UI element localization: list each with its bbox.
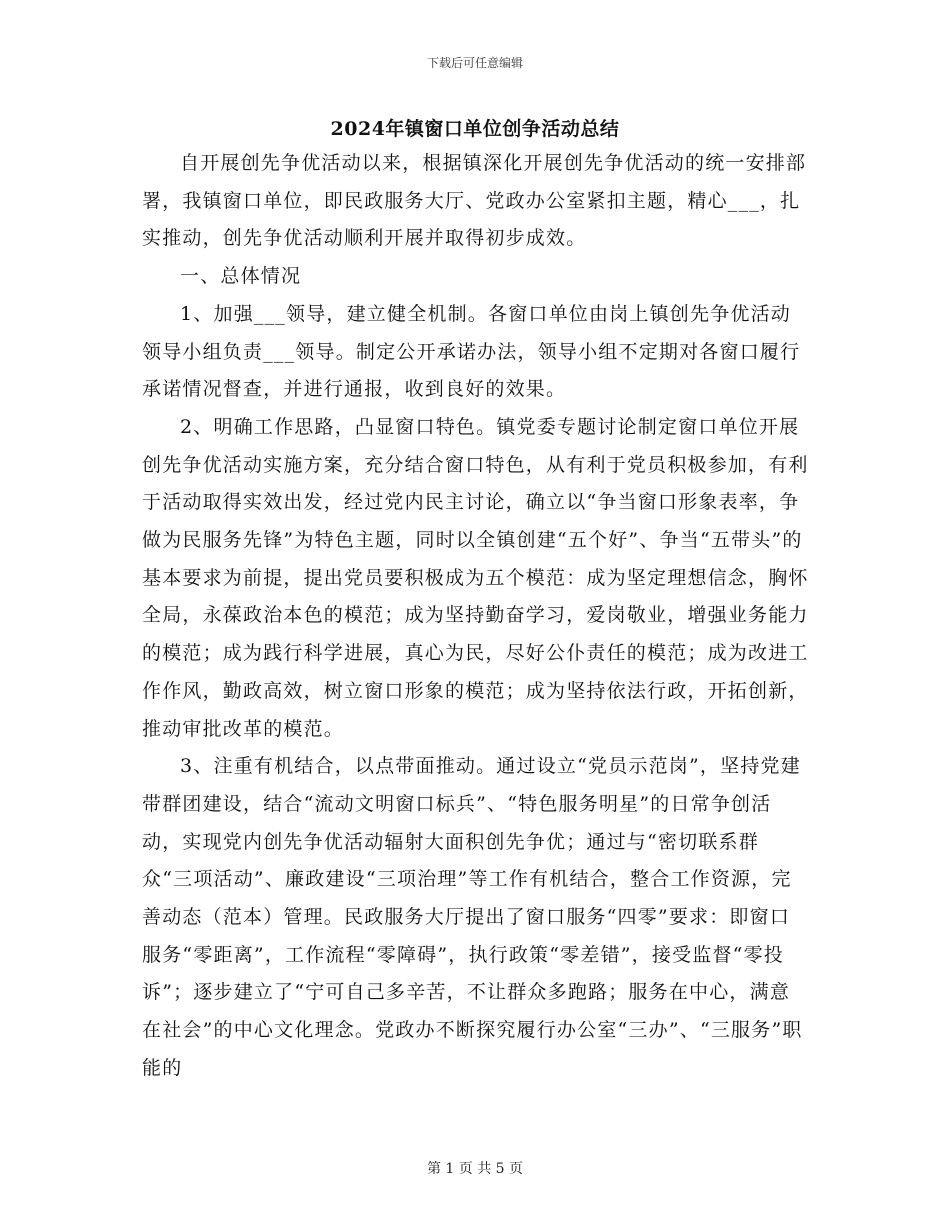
paragraph-item-1: 1、加强___领导，建立健全机制。各窗口单位由岗上镇创先争优活动领导小组负责___领导。制定公开承诺办法，领导小组不定期对各窗口履行承诺情况督查，并进行通报，收到良好的效果。 [142, 302, 801, 401]
page-number: 第 1 页 共 5 页 [426, 1161, 524, 1177]
document-body [142, 145, 810, 1088]
page-header-note: 下载后可任意编辑 [426, 56, 523, 70]
paragraph-item-2: 2、明确工作思路，凸显窗口特色。镇党委专题讨论制定窗口单位开展创先争优活动实施方案，充分结合窗口特色，从有利于党员积极参加，有利于活动取得实效出发，经过党内民主讨论，确立以“争当窗口形象表率，争做为民服务先锋”为特色主题，同时以全镇创建“五个好”、争当“五带头”的基本要求为前提，提出党员要积极成为五个模范：成为坚定理想信念，胸怀全局，永葆政治本色的模范；成为坚持勤奋学习，爱岗敬业，增强业务能力的模范；成为践行科学进展，真心为民，尽好公仆责任的模范；成为改进工作作风，勤政高效，树立窗口形象的模范；成为坚持依法行政，开拓创新，推动审批改革的模范。 [142, 415, 809, 740]
paragraph-item-3: 3、注重有机结合，以点带面推动。通过设立“党员示范岗”，坚持党建带群团建设，结合“流动文明窗口标兵”、“特色服务明星”的日常争创活动，实现党内创先争优活动辐射大面积创先争优；通过与“密切联系群众“三项活动”、廉政建设“三项治理”等工作有机结合，整合工作资源，完善动态（范本）管理。民政服务大厅提出了窗口服务“四零”要求：即窗口服务“零距离”，工作流程“零障碍”，执行政策“零差错”，接受监督“零投诉”；逐步建立了“宁可自己多辛苦，不让群众多跑路；服务在中心，满意在社会”的中心文化理念。党政办不断探究履行办公室“三办”、“三服务”职能的 [142, 755, 803, 1079]
section-heading-overview: 一、总体情况 [180, 265, 302, 288]
paragraph-intro: 自开展创先争优活动以来，根据镇深化开展创先争优活动的统一安排部署，我镇窗口单位，即民政服务大厅、党政办公室紧扣主题，精心___，扎实推动，创先争优活动顺利开展并取得初步成效。 [142, 152, 807, 250]
document-title: 2024年镇窗口单位创争活动总结 [330, 118, 620, 140]
